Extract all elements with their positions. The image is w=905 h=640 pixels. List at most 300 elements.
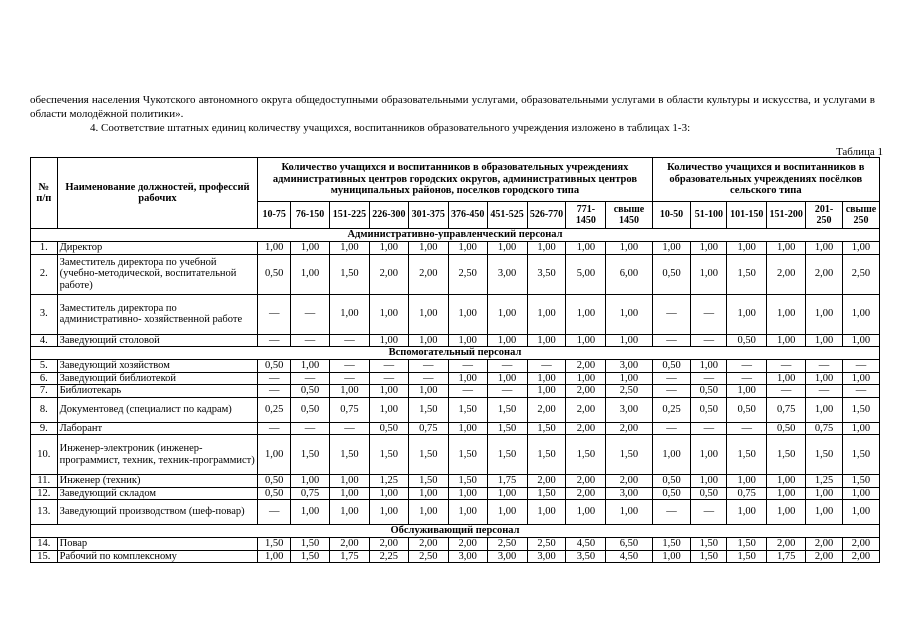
table-caption: Таблица 1 xyxy=(835,146,883,158)
staff-units-cell: 1,50 xyxy=(448,475,487,488)
staff-units-cell: 1,50 xyxy=(691,538,727,551)
staff-units-cell: — xyxy=(291,334,330,347)
staff-units-cell: 1,50 xyxy=(566,435,606,475)
staff-units-cell: 1,00 xyxy=(566,500,606,525)
position-name: Заместитель директора по учебной (учебно-методической, воспитательной работе) xyxy=(57,254,258,294)
position-name: Заведующий складом xyxy=(57,487,258,500)
staff-units-cell: — xyxy=(408,372,448,385)
range-header: свыше 1450 xyxy=(606,202,652,229)
staff-units-cell: 0,50 xyxy=(369,422,408,435)
staff-units-cell: 1,00 xyxy=(727,294,767,334)
staff-units-cell: — xyxy=(691,500,727,525)
staff-units-cell: — xyxy=(652,294,691,334)
staff-units-cell: 1,50 xyxy=(291,550,330,563)
staff-units-cell: — xyxy=(369,360,408,373)
staff-units-cell: 2,00 xyxy=(566,422,606,435)
staff-units-cell: 1,00 xyxy=(291,254,330,294)
staff-units-cell: 0,50 xyxy=(652,475,691,488)
position-name: Директор xyxy=(57,242,258,255)
header-group-rural: Количество учащихся и воспитанников в образовательных учреждениях посёлков сельского типа xyxy=(652,158,879,202)
range-header: 771-1450 xyxy=(566,202,606,229)
staff-units-cell: 2,00 xyxy=(329,538,369,551)
staff-units-cell: 1,00 xyxy=(842,334,879,347)
position-name: Инженер (техник) xyxy=(57,475,258,488)
staff-units-cell: — xyxy=(258,334,291,347)
staff-units-cell: 2,50 xyxy=(527,538,566,551)
staff-units-cell: — xyxy=(691,372,727,385)
staff-units-cell: 1,00 xyxy=(767,487,806,500)
position-name: Документовед (специалист по кадрам) xyxy=(57,397,258,422)
staff-units-cell: — xyxy=(329,422,369,435)
table-row xyxy=(31,360,880,373)
staff-units-cell: 1,00 xyxy=(566,372,606,385)
staff-units-cell: 0,25 xyxy=(652,397,691,422)
row-number: 9. xyxy=(31,422,58,435)
section-title: Вспомогательный персонал xyxy=(31,347,880,360)
staff-units-cell: 1,50 xyxy=(767,435,806,475)
staff-units-cell: 6,00 xyxy=(606,254,652,294)
staff-units-cell: 1,50 xyxy=(842,435,879,475)
range-header: 201-250 xyxy=(806,202,843,229)
staff-units-cell: 0,50 xyxy=(258,360,291,373)
staff-units-cell: 3,00 xyxy=(606,397,652,422)
staff-units-cell: 2,00 xyxy=(566,487,606,500)
row-number: 4. xyxy=(31,334,58,347)
staff-units-cell: 0,50 xyxy=(652,254,691,294)
staff-units-cell: 1,00 xyxy=(329,385,369,398)
staff-units-cell: 1,00 xyxy=(369,385,408,398)
staff-units-cell: 1,00 xyxy=(566,294,606,334)
staff-units-cell: 2,00 xyxy=(566,360,606,373)
staff-units-cell: 1,50 xyxy=(487,435,527,475)
staff-units-cell: 1,00 xyxy=(448,487,487,500)
row-number: 6. xyxy=(31,372,58,385)
staff-units-cell: 1,00 xyxy=(487,334,527,347)
staff-units-cell: 1,00 xyxy=(258,435,291,475)
staff-units-cell: 3,00 xyxy=(606,487,652,500)
staff-units-cell: 4,50 xyxy=(566,538,606,551)
staff-units-cell: 2,00 xyxy=(606,475,652,488)
staff-units-cell: 0,75 xyxy=(408,422,448,435)
table-row xyxy=(31,397,880,422)
staff-units-cell: — xyxy=(448,385,487,398)
staff-units-cell: 1,50 xyxy=(369,435,408,475)
table-body xyxy=(31,229,880,563)
staff-units-cell: 1,00 xyxy=(448,422,487,435)
staff-units-cell: 1,00 xyxy=(408,334,448,347)
staff-units-cell: 1,00 xyxy=(727,242,767,255)
staff-units-cell: 2,50 xyxy=(487,538,527,551)
staff-units-cell: 1,50 xyxy=(448,435,487,475)
staff-units-cell: 1,00 xyxy=(767,475,806,488)
staff-units-cell: 1,00 xyxy=(369,334,408,347)
staff-units-cell: 1,50 xyxy=(291,538,330,551)
staff-units-cell: 1,00 xyxy=(487,294,527,334)
staff-units-cell: 1,50 xyxy=(408,475,448,488)
range-header: 101-150 xyxy=(727,202,767,229)
staff-units-cell: 1,00 xyxy=(566,242,606,255)
staff-units-cell: 1,00 xyxy=(258,550,291,563)
range-header: свыше 250 xyxy=(842,202,879,229)
staff-units-cell: 1,00 xyxy=(448,500,487,525)
table-head xyxy=(31,158,880,229)
staff-units-cell: — xyxy=(691,422,727,435)
staff-units-cell: 1,00 xyxy=(767,334,806,347)
staff-units-cell: 1,00 xyxy=(806,294,843,334)
staff-units-cell: 1,50 xyxy=(329,435,369,475)
staff-units-cell: 1,00 xyxy=(291,360,330,373)
staff-units-cell: 1,50 xyxy=(691,550,727,563)
staff-units-cell: — xyxy=(329,360,369,373)
staff-units-cell: 1,50 xyxy=(806,435,843,475)
staff-units-cell: — xyxy=(291,422,330,435)
staff-units-cell: 1,00 xyxy=(408,385,448,398)
staff-units-cell: 2,50 xyxy=(606,385,652,398)
staff-units-cell: 1,00 xyxy=(448,294,487,334)
staff-units-cell: 2,00 xyxy=(842,550,879,563)
range-header: 526-770 xyxy=(527,202,566,229)
position-name: Инженер-электроник (инженер-программист, техник, техник-программист) xyxy=(57,435,258,475)
position-name: Лаборант xyxy=(57,422,258,435)
table-row xyxy=(31,372,880,385)
staff-units-cell: 1,50 xyxy=(527,422,566,435)
staff-units-cell: 1,00 xyxy=(329,242,369,255)
position-name: Заведующий библиотекой xyxy=(57,372,258,385)
staff-units-cell: 3,00 xyxy=(487,254,527,294)
staff-units-cell: 3,50 xyxy=(527,254,566,294)
staff-units-cell: 1,00 xyxy=(842,242,879,255)
range-header: 226-300 xyxy=(369,202,408,229)
staff-units-cell: 2,50 xyxy=(408,550,448,563)
staff-units-cell: 1,50 xyxy=(527,435,566,475)
staff-units-cell: — xyxy=(527,360,566,373)
staff-units-cell: — xyxy=(329,334,369,347)
staff-units-cell: 1,00 xyxy=(842,422,879,435)
range-header: 151-225 xyxy=(329,202,369,229)
table-row xyxy=(31,475,880,488)
staff-units-cell: 1,00 xyxy=(408,500,448,525)
staff-units-cell: 0,50 xyxy=(727,334,767,347)
staff-units-cell: 2,50 xyxy=(842,254,879,294)
staff-units-cell: — xyxy=(258,500,291,525)
staff-units-cell: 1,00 xyxy=(806,500,843,525)
staff-units-cell: — xyxy=(727,372,767,385)
header-position: Наименование должностей, профессий рабочих xyxy=(57,158,258,229)
staff-units-cell: 1,00 xyxy=(652,550,691,563)
staff-units-cell: — xyxy=(448,360,487,373)
staff-units-cell: 1,00 xyxy=(527,372,566,385)
staff-units-cell: 0,50 xyxy=(652,360,691,373)
table-row xyxy=(31,385,880,398)
table-row xyxy=(31,254,880,294)
position-name: Заместитель директора по административно- хозяйственной работе xyxy=(57,294,258,334)
section-row xyxy=(31,347,880,360)
table-row xyxy=(31,422,880,435)
staff-units-cell: 1,50 xyxy=(606,435,652,475)
staff-units-cell: — xyxy=(408,360,448,373)
section-row xyxy=(31,525,880,538)
staff-units-cell: 0,50 xyxy=(691,385,727,398)
section-title: Обслуживающий персонал xyxy=(31,525,880,538)
position-name: Заведующий столовой xyxy=(57,334,258,347)
staff-units-cell: — xyxy=(258,422,291,435)
staff-units-cell: 6,50 xyxy=(606,538,652,551)
staff-units-cell: 0,50 xyxy=(291,385,330,398)
staff-units-cell: 0,75 xyxy=(767,397,806,422)
staff-units-cell: 1,00 xyxy=(767,294,806,334)
table-row xyxy=(31,294,880,334)
staff-units-cell: 2,00 xyxy=(806,550,843,563)
staff-units-cell: 2,00 xyxy=(606,422,652,435)
staff-units-cell: 0,50 xyxy=(291,397,330,422)
staff-units-cell: 2,00 xyxy=(806,254,843,294)
staff-units-cell: — xyxy=(258,294,291,334)
staff-units-cell: 1,00 xyxy=(408,487,448,500)
staff-units-cell: 1,50 xyxy=(527,487,566,500)
staff-units-cell: 2,00 xyxy=(408,254,448,294)
staff-units-cell: 1,00 xyxy=(691,254,727,294)
staff-units-cell: 1,50 xyxy=(727,435,767,475)
range-header: 451-525 xyxy=(487,202,527,229)
staff-units-cell: 1,00 xyxy=(291,500,330,525)
staff-units-cell: 1,00 xyxy=(527,500,566,525)
staff-units-cell: 1,00 xyxy=(842,487,879,500)
header-group-urban: Количество учащихся и воспитанников в образовательных учреждениях административных центров городских округов, административных центров муниципальных районов, поселков городского типа xyxy=(258,158,652,202)
staff-units-cell: — xyxy=(767,385,806,398)
staff-units-cell: 1,00 xyxy=(408,294,448,334)
staff-units-cell: — xyxy=(806,360,843,373)
staff-units-cell: 2,00 xyxy=(806,538,843,551)
staff-units-cell: 3,00 xyxy=(487,550,527,563)
header-num: № п/п xyxy=(31,158,58,229)
staff-units-cell: 2,25 xyxy=(369,550,408,563)
staff-units-cell: — xyxy=(291,372,330,385)
range-header: 51-100 xyxy=(691,202,727,229)
row-number: 5. xyxy=(31,360,58,373)
position-name: Заведующий производством (шеф-повар) xyxy=(57,500,258,525)
staff-units-cell: 2,00 xyxy=(566,397,606,422)
staff-units-cell: — xyxy=(806,385,843,398)
row-number: 15. xyxy=(31,550,58,563)
staff-units-cell: — xyxy=(258,385,291,398)
staff-units-cell: 1,00 xyxy=(448,242,487,255)
staff-units-cell: 1,00 xyxy=(606,372,652,385)
staff-units-cell: 1,00 xyxy=(329,487,369,500)
staff-units-cell: 0,25 xyxy=(258,397,291,422)
staff-units-cell: 1,50 xyxy=(727,538,767,551)
staff-units-cell: 2,00 xyxy=(842,538,879,551)
staff-units-cell: 1,00 xyxy=(842,294,879,334)
staff-units-cell: 2,00 xyxy=(527,397,566,422)
intro-text xyxy=(30,93,875,135)
staff-units-cell: — xyxy=(727,360,767,373)
staff-units-cell: 1,50 xyxy=(291,435,330,475)
staff-units-cell: 0,50 xyxy=(767,422,806,435)
staff-units-cell: 1,00 xyxy=(691,475,727,488)
position-name: Заведующий хозяйством xyxy=(57,360,258,373)
staff-units-cell: 1,00 xyxy=(369,294,408,334)
staff-units-cell: 1,00 xyxy=(842,372,879,385)
staff-units-cell: 2,00 xyxy=(408,538,448,551)
staff-units-cell: 3,00 xyxy=(606,360,652,373)
staff-units-cell: 1,00 xyxy=(727,475,767,488)
staff-units-cell: 1,00 xyxy=(329,294,369,334)
staff-units-cell: — xyxy=(487,385,527,398)
staff-units-cell: 1,00 xyxy=(806,242,843,255)
staff-units-cell: 0,50 xyxy=(258,254,291,294)
staff-table xyxy=(30,157,880,563)
staff-units-cell: 0,50 xyxy=(727,397,767,422)
staff-units-cell: 1,00 xyxy=(527,242,566,255)
position-name: Библиотекарь xyxy=(57,385,258,398)
staff-units-cell: 1,00 xyxy=(408,242,448,255)
staff-units-cell: 1,00 xyxy=(369,242,408,255)
range-header: 76-150 xyxy=(291,202,330,229)
staff-units-cell: 1,00 xyxy=(291,475,330,488)
staff-units-cell: — xyxy=(767,360,806,373)
staff-units-cell: 1,00 xyxy=(806,487,843,500)
staff-units-cell: 1,00 xyxy=(606,242,652,255)
staff-units-cell: — xyxy=(842,360,879,373)
row-number: 13. xyxy=(31,500,58,525)
staff-units-cell: — xyxy=(652,385,691,398)
staff-units-cell: 1,00 xyxy=(691,360,727,373)
staff-units-cell: — xyxy=(691,294,727,334)
staff-units-cell: 5,00 xyxy=(566,254,606,294)
staff-units-cell: 1,00 xyxy=(652,435,691,475)
staff-units-cell: 2,00 xyxy=(767,254,806,294)
staff-units-cell: 2,00 xyxy=(566,475,606,488)
staff-units-cell: 1,00 xyxy=(527,334,566,347)
row-number: 14. xyxy=(31,538,58,551)
staff-units-cell: 1,50 xyxy=(487,422,527,435)
staff-units-cell: 1,50 xyxy=(727,254,767,294)
staff-units-cell: 1,25 xyxy=(806,475,843,488)
staff-units-cell: 1,50 xyxy=(487,397,527,422)
staff-units-cell: 1,50 xyxy=(408,435,448,475)
staff-units-cell: 0,50 xyxy=(258,487,291,500)
staff-units-cell: 2,00 xyxy=(448,538,487,551)
staff-units-cell: — xyxy=(727,422,767,435)
staff-units-cell: — xyxy=(258,372,291,385)
staff-units-cell: 2,50 xyxy=(448,254,487,294)
staff-units-cell: 1,50 xyxy=(842,397,879,422)
table-row xyxy=(31,487,880,500)
staff-units-cell: 1,00 xyxy=(606,500,652,525)
section-title: Административно-управленческий персонал xyxy=(31,229,880,242)
range-header: 10-50 xyxy=(652,202,691,229)
range-header: 301-375 xyxy=(408,202,448,229)
staff-units-cell: 1,00 xyxy=(448,334,487,347)
staff-units-cell: 0,50 xyxy=(258,475,291,488)
staff-units-cell: — xyxy=(652,500,691,525)
staff-units-cell: 1,50 xyxy=(727,550,767,563)
range-header: 151-200 xyxy=(767,202,806,229)
staff-units-cell: 3,00 xyxy=(448,550,487,563)
staff-units-cell: 1,00 xyxy=(652,242,691,255)
staff-units-cell: 0,50 xyxy=(652,487,691,500)
table-row xyxy=(31,435,880,475)
section-row xyxy=(31,229,880,242)
staff-units-cell: 1,00 xyxy=(606,294,652,334)
staff-units-cell: 2,00 xyxy=(566,385,606,398)
staff-units-cell: 2,00 xyxy=(527,475,566,488)
table-row xyxy=(31,550,880,563)
staff-units-cell: 1,00 xyxy=(448,372,487,385)
staff-units-cell: 4,50 xyxy=(606,550,652,563)
row-number: 11. xyxy=(31,475,58,488)
row-number: 8. xyxy=(31,397,58,422)
staff-units-cell: 2,00 xyxy=(767,538,806,551)
staff-units-cell: 1,50 xyxy=(842,475,879,488)
staff-units-cell: 0,50 xyxy=(691,397,727,422)
row-number: 7. xyxy=(31,385,58,398)
staff-units-cell: — xyxy=(369,372,408,385)
staff-units-cell: 1,00 xyxy=(258,242,291,255)
staff-units-cell: 1,50 xyxy=(448,397,487,422)
staff-units-cell: 1,50 xyxy=(258,538,291,551)
staff-units-cell: 1,00 xyxy=(606,334,652,347)
staff-units-cell: 1,00 xyxy=(369,397,408,422)
staff-units-cell: 1,00 xyxy=(806,372,843,385)
staff-units-cell: 0,75 xyxy=(727,487,767,500)
staff-units-cell: 1,00 xyxy=(806,397,843,422)
staff-units-cell: — xyxy=(691,334,727,347)
staff-units-cell: 1,75 xyxy=(487,475,527,488)
staff-units-cell: — xyxy=(291,294,330,334)
staff-units-cell: 1,00 xyxy=(767,500,806,525)
row-number: 10. xyxy=(31,435,58,475)
table-row xyxy=(31,334,880,347)
intro-paragraph-tables: 4. Соответствие штатных единиц количеству учащихся, воспитанников образовательного учреждения изложено в таблицах 1-3: xyxy=(90,122,691,134)
staff-units-cell: 1,00 xyxy=(691,242,727,255)
staff-units-cell: 3,50 xyxy=(566,550,606,563)
staff-units-cell: 1,50 xyxy=(652,538,691,551)
row-number: 2. xyxy=(31,254,58,294)
staff-units-cell: — xyxy=(487,360,527,373)
position-name: Рабочий по комплексному xyxy=(57,550,258,563)
staff-units-cell: 1,00 xyxy=(527,385,566,398)
range-header: 10-75 xyxy=(258,202,291,229)
staff-units-cell: 1,00 xyxy=(767,372,806,385)
staff-units-cell: 1,00 xyxy=(691,435,727,475)
staff-units-cell: 3,00 xyxy=(527,550,566,563)
position-name: Повар xyxy=(57,538,258,551)
staff-units-cell: 1,00 xyxy=(566,334,606,347)
table-row xyxy=(31,242,880,255)
staff-units-cell: 1,00 xyxy=(487,500,527,525)
staff-units-cell: — xyxy=(842,385,879,398)
staff-units-cell: 1,00 xyxy=(329,500,369,525)
staff-units-cell: 1,50 xyxy=(408,397,448,422)
staff-units-cell: 1,00 xyxy=(369,487,408,500)
staff-units-cell: 1,00 xyxy=(369,500,408,525)
table-row xyxy=(31,538,880,551)
staff-units-cell: — xyxy=(652,334,691,347)
row-number: 12. xyxy=(31,487,58,500)
staff-units-cell: 1,25 xyxy=(369,475,408,488)
staff-units-cell: 0,75 xyxy=(806,422,843,435)
staff-units-cell: 1,00 xyxy=(329,475,369,488)
staff-units-cell: 1,00 xyxy=(727,500,767,525)
staff-units-cell: 1,00 xyxy=(487,487,527,500)
staff-units-cell: 1,00 xyxy=(487,242,527,255)
staff-units-cell: — xyxy=(329,372,369,385)
staff-units-cell: 0,75 xyxy=(291,487,330,500)
staff-units-cell: — xyxy=(652,422,691,435)
table-row xyxy=(31,500,880,525)
row-number: 1. xyxy=(31,242,58,255)
